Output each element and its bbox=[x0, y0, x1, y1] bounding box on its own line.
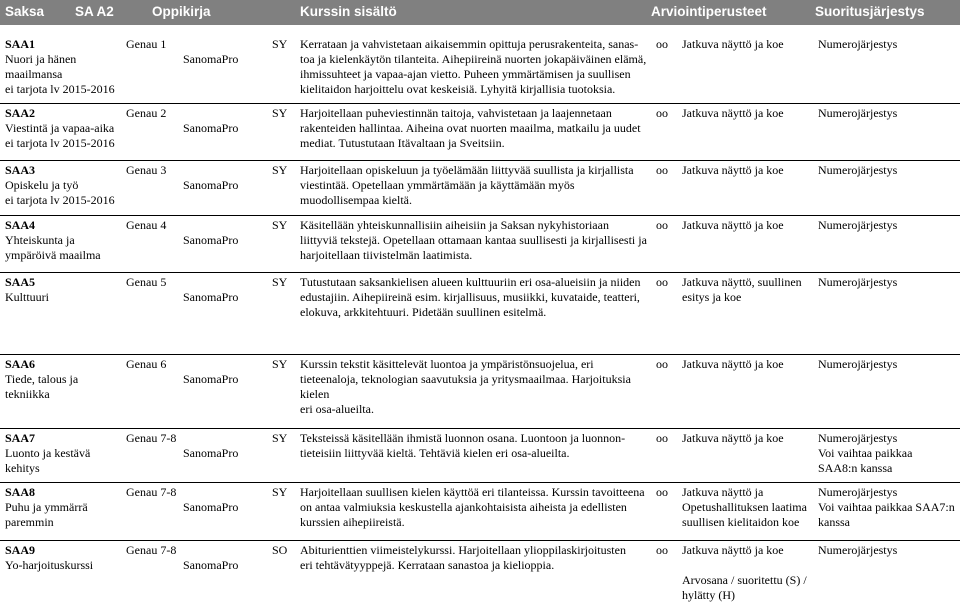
book-cell: Genau 2 bbox=[126, 106, 167, 120]
content-line: Abiturienttien viimeistelykurssi. Harjoitellaan ylioppilaskirjoitusten bbox=[300, 543, 626, 557]
course-name-cell bbox=[5, 218, 101, 263]
header-book: Oppikirja bbox=[152, 4, 211, 19]
assessment-cell bbox=[682, 37, 784, 52]
publisher-cell: SanomaPro bbox=[183, 372, 239, 386]
oo-cell: oo bbox=[656, 543, 668, 557]
assessment-line: hylätty (H) bbox=[682, 588, 735, 602]
course-name-cell bbox=[5, 37, 115, 97]
assessment-line: Jatkuva näyttö ja koe bbox=[682, 431, 784, 445]
assessment-line bbox=[682, 558, 807, 573]
publisher-cell: SanomaPro bbox=[183, 446, 239, 460]
course-code: SAA5 bbox=[5, 275, 36, 289]
course-name-line: maailmansa bbox=[5, 67, 63, 81]
assessment-line: esitys ja koe bbox=[682, 290, 742, 304]
course-code: SAA7 bbox=[5, 431, 36, 445]
publisher-cell: SanomaPro bbox=[183, 290, 239, 304]
oo-cell: oo bbox=[656, 218, 668, 232]
completion-order-line: kanssa bbox=[818, 515, 850, 529]
assessment-line: Opetushallituksen laatima bbox=[682, 500, 807, 514]
book-cell: Genau 7-8 bbox=[126, 431, 177, 445]
content-line: kielen bbox=[300, 387, 330, 401]
course-type-cell: SO bbox=[272, 543, 288, 557]
assessment-line: Jatkuva näyttö ja koe bbox=[682, 163, 784, 177]
assessment-cell bbox=[682, 485, 807, 530]
course-type-cell: SY bbox=[272, 163, 288, 177]
table-row bbox=[0, 272, 960, 319]
course-name-cell bbox=[5, 543, 93, 573]
course-type-cell: SY bbox=[272, 37, 288, 51]
oo-cell: oo bbox=[656, 275, 668, 289]
header-completion: Suoritusjärjestys bbox=[815, 4, 925, 19]
assessment-cell bbox=[682, 218, 784, 233]
course-name-line: ei tarjota lv 2015-2016 bbox=[5, 136, 115, 150]
header-code: SA A2 bbox=[75, 4, 114, 19]
course-code: SAA3 bbox=[5, 163, 36, 177]
course-name-line: paremmin bbox=[5, 515, 54, 529]
content-line: kielitaidon harjoittelu ovat keskeisiä. Lyhyitä kirjallisia tuotoksia. bbox=[300, 82, 616, 96]
completion-order-cell bbox=[818, 357, 897, 372]
publisher-cell: SanomaPro bbox=[183, 121, 239, 135]
content-line: eri osa-alueilta. bbox=[300, 402, 374, 416]
publisher-cell: SanomaPro bbox=[183, 500, 239, 514]
content-line: ihmissuhteet ja vapaa-ajan vietto. Puheen ymmärtämisen ja suullisen bbox=[300, 67, 631, 81]
oo-cell: oo bbox=[656, 431, 668, 445]
course-name-line: tekniikka bbox=[5, 387, 50, 401]
assessment-line: suullisen kielitaidon koe bbox=[682, 515, 800, 529]
table-row bbox=[0, 482, 960, 529]
completion-order-line: Numerojärjestys bbox=[818, 543, 898, 557]
header-content: Kurssin sisältö bbox=[300, 4, 397, 19]
content-line: kurssien aihepiireistä. bbox=[300, 515, 405, 529]
course-type-cell: SY bbox=[272, 218, 288, 232]
content-cell bbox=[300, 543, 626, 573]
content-line: mediat. Tutustutaan Itävaltaan ja Sveitsiin. bbox=[300, 136, 505, 150]
assessment-cell bbox=[682, 543, 807, 603]
course-name-cell bbox=[5, 106, 115, 151]
completion-order-line: Numerojärjestys bbox=[818, 106, 898, 120]
assessment-cell bbox=[682, 431, 784, 446]
course-type-cell: SY bbox=[272, 431, 288, 445]
course-name-line: kehitys bbox=[5, 461, 40, 475]
header-assessment: Arviointiperusteet bbox=[651, 4, 767, 19]
content-cell bbox=[300, 431, 625, 461]
assessment-cell bbox=[682, 163, 784, 178]
course-name-line: ei tarjota lv 2015-2016 bbox=[5, 82, 115, 96]
content-line: Kurssin tekstit käsittelevät luontoa ja ympäristönsuojelua, eri bbox=[300, 357, 594, 371]
assessment-cell bbox=[682, 275, 802, 305]
completion-order-cell bbox=[818, 431, 912, 476]
content-line: toa ja kielenkäytön tilanteita. Aihepiireinä nuorten jokapäiväinen elämä, bbox=[300, 52, 647, 66]
content-line: on antaa valmiuksia keskustella ajankohtaisista aiheista ja edellisten bbox=[300, 500, 627, 514]
assessment-line: Jatkuva näyttö ja koe bbox=[682, 357, 784, 371]
completion-order-line: Voi vaihtaa paikkaa bbox=[818, 446, 913, 460]
table-header bbox=[0, 0, 960, 25]
course-code: SAA1 bbox=[5, 37, 36, 51]
content-line: rakenteiden hallintaa. Aiheina ovat nuorten maailma, matkailu ja uudet bbox=[300, 121, 641, 135]
assessment-line: Jatkuva näyttö ja koe bbox=[682, 106, 784, 120]
course-name-cell bbox=[5, 357, 78, 402]
course-name-cell bbox=[5, 485, 88, 530]
content-line: Tutustutaan saksankielisen alueen kulttuuriin eri osa-alueisiin ja niiden bbox=[300, 275, 641, 289]
content-line: tieteenaloja, teknologian saavutuksia ja yritysmaailmaa. Harjoituksia bbox=[300, 372, 631, 386]
content-line: Teksteissä käsitellään ihmistä luonnon osana. Luontoon ja luonnon- bbox=[300, 431, 626, 445]
completion-order-cell bbox=[818, 163, 897, 178]
completion-order-line: Numerojärjestys bbox=[818, 485, 898, 499]
completion-order-line: Numerojärjestys bbox=[818, 431, 898, 445]
content-cell bbox=[300, 357, 631, 417]
content-cell bbox=[300, 37, 646, 97]
course-type-cell: SY bbox=[272, 485, 288, 499]
assessment-line: Jatkuva näyttö ja koe bbox=[682, 37, 784, 51]
course-code: SAA9 bbox=[5, 543, 36, 557]
assessment-line: Jatkuva näyttö ja koe bbox=[682, 543, 784, 557]
course-name-line: ei tarjota lv 2015-2016 bbox=[5, 193, 115, 207]
completion-order-line: Numerojärjestys bbox=[818, 275, 898, 289]
course-type-cell: SY bbox=[272, 357, 288, 371]
completion-order-cell bbox=[818, 37, 897, 52]
completion-order-line: Voi vaihtaa paikkaa SAA7:n bbox=[818, 500, 955, 514]
course-code: SAA4 bbox=[5, 218, 36, 232]
content-cell bbox=[300, 218, 647, 263]
completion-order-line: Numerojärjestys bbox=[818, 357, 898, 371]
content-cell bbox=[300, 485, 645, 530]
content-line: eri tehtävätyyppejä. Kerrataan sanastoa ja kielioppia. bbox=[300, 558, 555, 572]
completion-order-line: Numerojärjestys bbox=[818, 218, 898, 232]
content-line: Kerrataan ja vahvistetaan aikaisemmin opittuja perusrakenteita, sanas- bbox=[300, 37, 639, 51]
content-line: Harjoitellaan puheviestinnän taitoja, vahvistetaan ja laajennetaan bbox=[300, 106, 612, 120]
assessment-cell bbox=[682, 357, 784, 372]
course-name-line: Opiskelu ja työ bbox=[5, 178, 79, 192]
course-name-line: Tiede, talous ja bbox=[5, 372, 79, 386]
table-row bbox=[0, 540, 960, 602]
book-cell: Genau 3 bbox=[126, 163, 167, 177]
completion-order-line: SAA8:n kanssa bbox=[818, 461, 893, 475]
content-line: elokuva, arkkitehtuuri. Pidetään suullinen esitelmä. bbox=[300, 305, 547, 319]
assessment-cell bbox=[682, 106, 784, 121]
course-name-line: Luonto ja kestävä bbox=[5, 446, 91, 460]
publisher-cell: SanomaPro bbox=[183, 233, 239, 247]
content-line: muodollisempaa kieltä. bbox=[300, 193, 412, 207]
course-name-cell bbox=[5, 275, 49, 305]
book-cell: Genau 7-8 bbox=[126, 485, 177, 499]
content-line: viestintää. Opetellaan ymmärtämään ja käyttämään myös bbox=[300, 178, 575, 192]
oo-cell: oo bbox=[656, 357, 668, 371]
assessment-line: Jatkuva näyttö, suullinen bbox=[682, 275, 802, 289]
book-cell: Genau 4 bbox=[126, 218, 167, 232]
course-name-line: Nuori ja hänen bbox=[5, 52, 77, 66]
assessment-line: Jatkuva näyttö ja bbox=[682, 485, 764, 499]
completion-order-cell bbox=[818, 106, 897, 121]
content-line: Harjoitellaan opiskeluun ja työelämään liittyvää suullista ja kirjallista bbox=[300, 163, 634, 177]
table-row bbox=[0, 354, 960, 416]
oo-cell: oo bbox=[656, 485, 668, 499]
course-name-line: Viestintä ja vapaa-aika bbox=[5, 121, 115, 135]
table-row bbox=[0, 215, 960, 262]
course-name-cell bbox=[5, 431, 90, 476]
content-line: tieteisiin liittyvää kieltä. Tehtäviä kielen eri osa-alueilta. bbox=[300, 446, 570, 460]
course-name-cell bbox=[5, 163, 115, 208]
course-type-cell: SY bbox=[272, 275, 288, 289]
content-cell bbox=[300, 275, 641, 320]
book-cell: Genau 7-8 bbox=[126, 543, 177, 557]
content-line: harjoitellaan tiivistelmän laatimista. bbox=[300, 248, 473, 262]
publisher-cell: SanomaPro bbox=[183, 558, 239, 572]
course-name-line: Kulttuuri bbox=[5, 290, 49, 304]
course-name-line: Yo-harjoituskurssi bbox=[5, 558, 94, 572]
oo-cell: oo bbox=[656, 106, 668, 120]
completion-order-cell bbox=[818, 543, 897, 558]
table-row bbox=[0, 428, 960, 475]
completion-order-cell bbox=[818, 485, 955, 530]
completion-order-line: Numerojärjestys bbox=[818, 163, 898, 177]
content-line: Harjoitellaan suullisen kielen käyttöä eri tilanteissa. Kurssin tavoitteena bbox=[300, 485, 645, 499]
course-type-cell: SY bbox=[272, 106, 288, 120]
book-cell: Genau 1 bbox=[126, 37, 167, 51]
content-line: Käsitellään yhteiskunnallisiin aiheisiin ja Saksan nykyhistoriaan bbox=[300, 218, 609, 232]
header-saksa: Saksa bbox=[5, 4, 45, 19]
oo-cell: oo bbox=[656, 163, 668, 177]
table-row bbox=[0, 103, 960, 150]
publisher-cell: SanomaPro bbox=[183, 52, 239, 66]
completion-order-cell bbox=[818, 218, 897, 233]
course-code: SAA6 bbox=[5, 357, 36, 371]
content-cell bbox=[300, 106, 641, 151]
table-row bbox=[0, 160, 960, 207]
publisher-cell: SanomaPro bbox=[183, 178, 239, 192]
content-line: edustajiin. Aihepiireinä esim. kirjallisuus, musiikki, kuvataide, teatteri, bbox=[300, 290, 640, 304]
book-cell: Genau 6 bbox=[126, 357, 167, 371]
content-line: liittyviä tekstejä. Opetellaan ottamaan kantaa suullisesti ja kirjallisesti ja bbox=[300, 233, 647, 247]
content-cell bbox=[300, 163, 634, 208]
completion-order-line: Numerojärjestys bbox=[818, 37, 898, 51]
course-name-line: Yhteiskunta ja bbox=[5, 233, 75, 247]
course-name-line: ympäröivä maailma bbox=[5, 248, 101, 262]
completion-order-cell bbox=[818, 275, 897, 290]
book-cell: Genau 5 bbox=[126, 275, 167, 289]
course-code: SAA8 bbox=[5, 485, 36, 499]
course-code: SAA2 bbox=[5, 106, 36, 120]
course-name-line: Puhu ja ymmärrä bbox=[5, 500, 88, 514]
oo-cell: oo bbox=[656, 37, 668, 51]
assessment-line: Arvosana / suoritettu (S) / bbox=[682, 573, 807, 587]
assessment-line: Jatkuva näyttö ja koe bbox=[682, 218, 784, 232]
